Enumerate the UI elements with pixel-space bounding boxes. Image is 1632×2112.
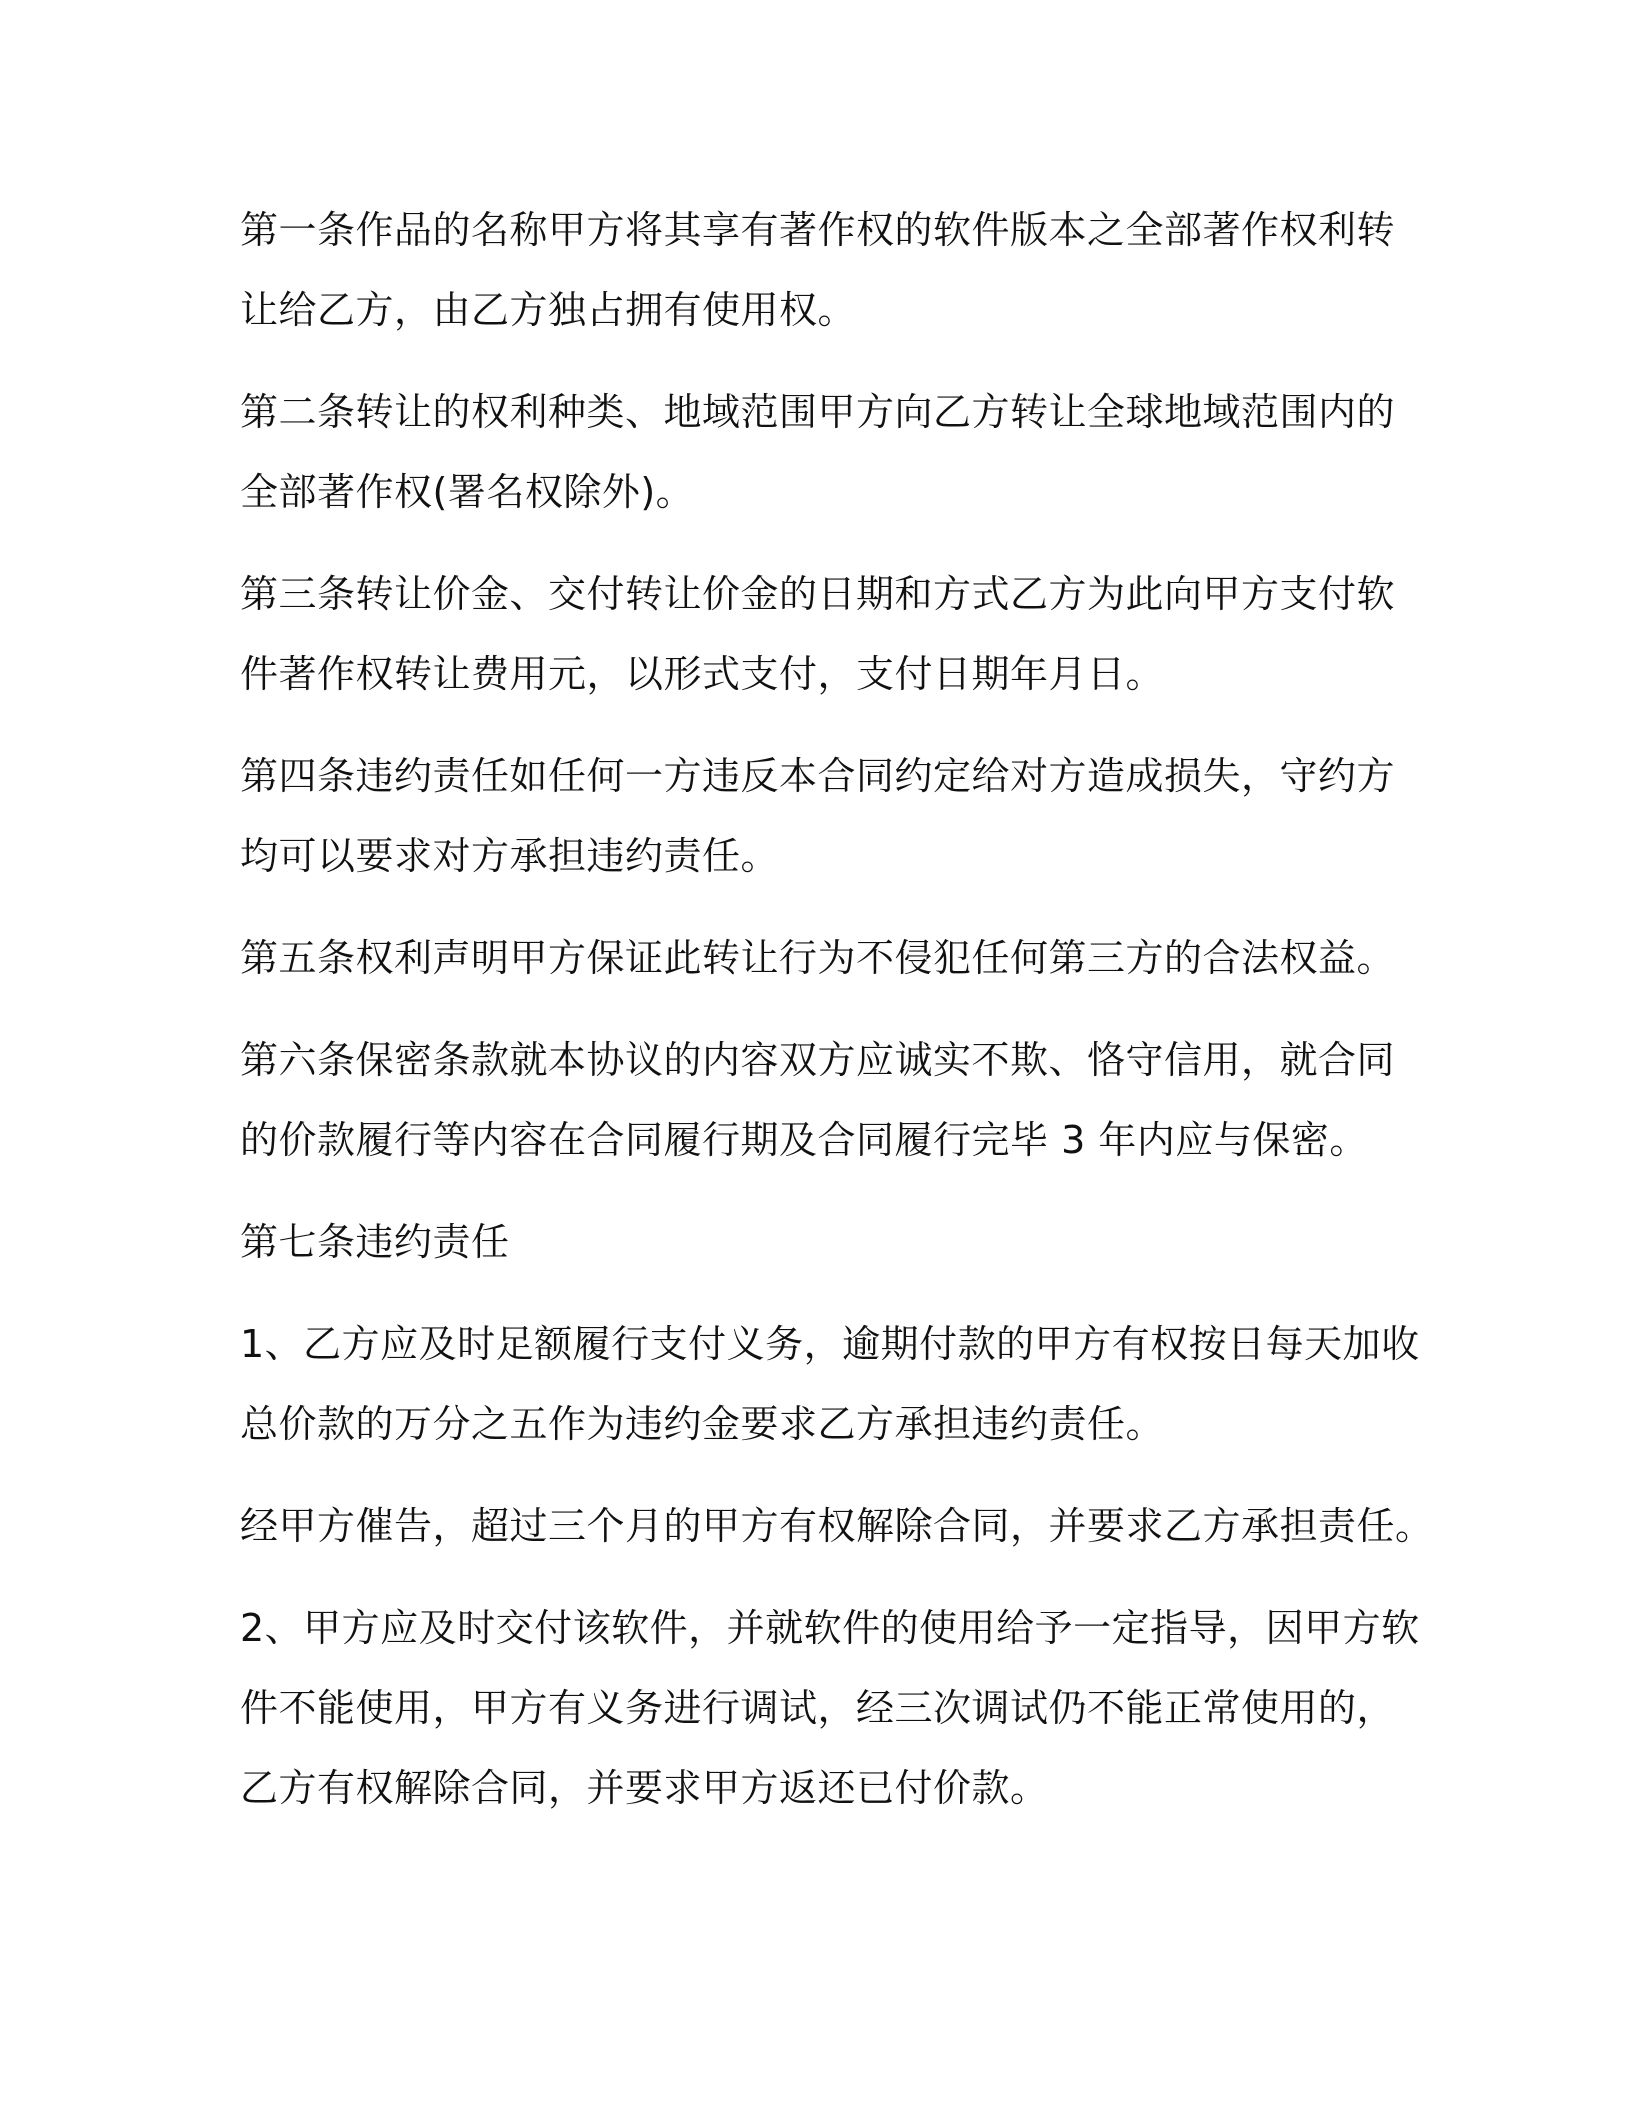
clause-2-line-2: 全部著作权(署名权除外)。 — [240, 470, 695, 514]
clause-7-heading-line: 第七条违约责任 — [240, 1220, 510, 1264]
clause-7-heading — [240, 1202, 1390, 1282]
clause-7-item-1-continued — [240, 1486, 1434, 1566]
clause-4-line-2: 均可以要求对方承担违约责任。 — [240, 834, 780, 878]
clause-7-item-1-line-2: 总价款的万分之五作为违约金要求乙方承担违约责任。 — [240, 1402, 1165, 1446]
clause-2 — [240, 372, 1396, 532]
clause-7-item-2-line-2: 件不能使用，甲方有义务进行调试，经三次调试仍不能正常使用的， — [240, 1686, 1396, 1730]
clause-3 — [240, 554, 1396, 714]
clause-1-line-1: 第一条作品的名称甲方将其享有著作权的软件版本之全部著作权利转 — [240, 208, 1396, 252]
clause-7-item-1-continued-line: 经甲方催告，超过三个月的甲方有权解除合同，并要求乙方承担责任。 — [240, 1504, 1434, 1548]
clause-2-line-1: 第二条转让的权利种类、地域范围甲方向乙方转让全球地域范围内的 — [240, 390, 1396, 434]
clause-3-line-2: 件著作权转让费用元，以形式支付，支付日期年月日。 — [240, 652, 1165, 696]
clause-5-line-1: 第五条权利声明甲方保证此转让行为不侵犯任何第三方的合法权益。 — [240, 936, 1396, 980]
clause-7-item-2-line-3: 乙方有权解除合同，并要求甲方返还已付价款。 — [240, 1766, 1049, 1810]
clause-6-line-1: 第六条保密条款就本协议的内容双方应诚实不欺、恪守信用，就合同 — [240, 1038, 1396, 1082]
clause-5 — [240, 918, 1396, 998]
clause-6 — [240, 1020, 1396, 1180]
clause-6-line-2: 的价款履行等内容在合同履行期及合同履行完毕 3 年内应与保密。 — [240, 1118, 1368, 1162]
document-body — [240, 190, 1434, 1828]
clause-7-item-1-line-1: 1、乙方应及时足额履行支付义务，逾期付款的甲方有权按日每天加收 — [240, 1322, 1420, 1366]
clause-7-item-2 — [240, 1588, 1420, 1828]
clause-7-item-2-line-1: 2、甲方应及时交付该软件，并就软件的使用给予一定指导，因甲方软 — [240, 1606, 1420, 1650]
clause-7-item-1 — [240, 1304, 1420, 1464]
clause-4 — [240, 736, 1396, 896]
clause-1-line-2: 让给乙方，由乙方独占拥有使用权。 — [240, 288, 857, 332]
clause-1 — [240, 190, 1396, 350]
clause-3-line-1: 第三条转让价金、交付转让价金的日期和方式乙方为此向甲方支付软 — [240, 572, 1396, 616]
clause-4-line-1: 第四条违约责任如任何一方违反本合同约定给对方造成损失，守约方 — [240, 754, 1396, 798]
